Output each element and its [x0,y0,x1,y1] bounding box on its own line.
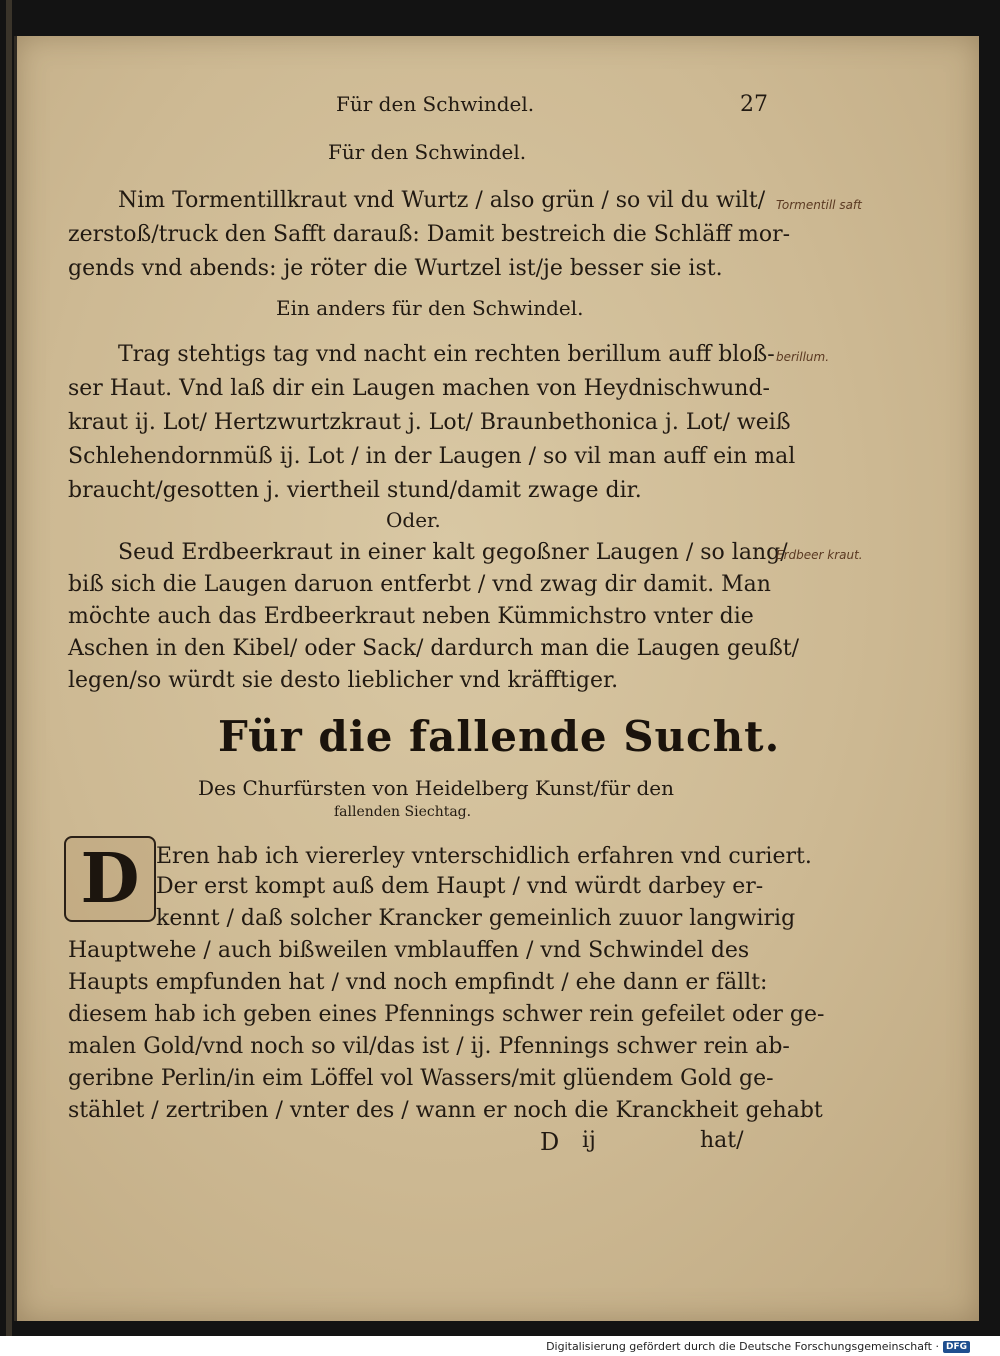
text-line: diesem hab ich geben eines Pfennings schwer rein gefeilet oder ge- [68,1002,825,1027]
chapter-subtitle: Des Churfürsten von Heidelberg Kunst/für den [198,776,675,800]
text-line: Nim Tormentillkraut vnd Wurtz / also grün / so vil du wilt/ [118,188,766,213]
signature-mark: D [540,1128,560,1156]
text-line: Eren hab ich viererley vnterschidlich erfahren vnd curiert. [156,844,812,869]
margin-note: Tormentill saft [776,198,862,212]
book-edge [6,0,12,1336]
text-line: Schlehendornmüß ij. Lot / in der Laugen / so vil man auff ein mal [68,444,796,469]
chapter-subtitle-continued: fallenden Siechtag. [334,804,472,820]
text-line: zerstoß/truck den Safft darauß: Damit bestreich die Schläff mor- [68,222,791,247]
text-line: malen Gold/vnd noch so vil/das ist / ij. Pfennings schwer rein ab- [68,1034,790,1059]
text-line: Der erst kompt auß dem Haupt / vnd würdt darbey er- [156,874,764,899]
text-line: gends vnd abends: je röter die Wurtzel ist/je besser sie ist. [68,256,723,281]
chapter-title: Für die fallende Sucht. [218,712,781,761]
text-line: kraut ij. Lot/ Hertzwurtzkraut j. Lot/ Braunbethonica j. Lot/ weiß [68,410,791,435]
credit-text: Digitalisierung gefördert durch die Deutsche Forschungsgemeinschaft · [546,1340,939,1353]
text-line: braucht/gesotten j. viertheil stund/damit zwage dir. [68,478,642,503]
text-line: möchte auch das Erdbeerkraut neben Kümmichstro vnter die [68,604,754,629]
dfg-logo: DFG [943,1341,970,1353]
text-line: Seud Erdbeerkraut in einer kalt gegoßner Laugen / so lang/ [118,540,788,565]
text-line: Haupts empfunden hat / vnd noch empfindt / ehe dann er fällt: [68,970,768,995]
text-line: legen/so würdt sie desto lieblicher vnd kräfftiger. [68,668,619,693]
section-heading: Ein anders für den Schwindel. [276,296,584,320]
running-head: Für den Schwindel. [336,92,535,116]
section-heading: Für den Schwindel. [328,140,527,164]
text-line: kennt / daß solcher Krancker gemeinlich zuuor langwirig [156,906,796,931]
signature-number: ij [582,1128,596,1153]
margin-note: berillum. [776,350,830,364]
page-number: 27 [740,92,768,117]
text-line: Aschen in den Kibel/ oder Sack/ dardurch man die Laugen geußt/ [68,636,800,661]
text-line: geribne Perlin/in eim Löffel vol Wassers/mit glüendem Gold ge- [68,1066,774,1091]
text-line: ser Haut. Vnd laß dir ein Laugen machen von Heydnischwund- [68,376,770,401]
text-line: Hauptwehe / auch bißweilen vmblauffen / vnd Schwindel des [68,938,750,963]
catchword: hat/ [700,1128,744,1153]
text-line: stählet / zertriben / vnter des / wann er noch die Kranckheit gehabt [68,1098,823,1123]
digitization-credit [546,1340,970,1353]
text-line: Trag stehtigs tag vnd nacht ein rechten berillum auff bloß- [118,342,775,367]
section-heading: Oder. [386,508,441,532]
decorated-initial: D [64,836,156,922]
margin-note: Erdbeer kraut. [776,548,863,562]
text-line: biß sich die Laugen daruon entferbt / vnd zwag dir damit. Man [68,572,771,597]
